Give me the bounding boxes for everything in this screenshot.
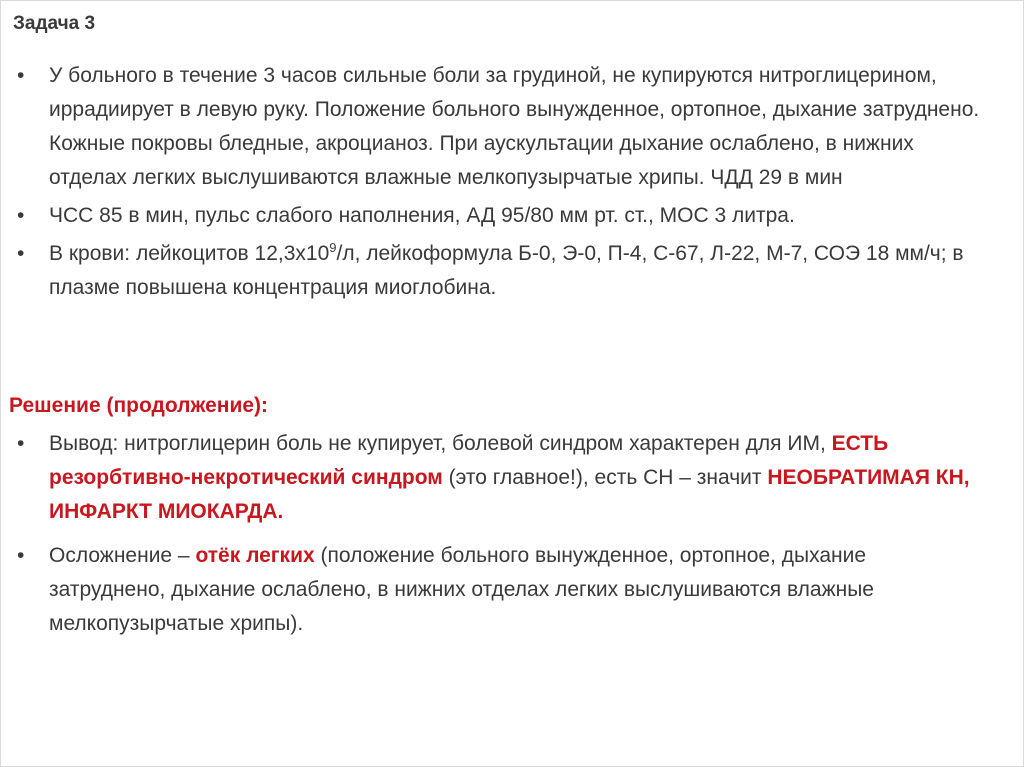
conclusion-emphasis-1: ЕСТЬ резорбтивно-некротический синдром bbox=[49, 432, 889, 489]
case-description-list bbox=[9, 59, 984, 309]
blood-test-exponent: 9 bbox=[329, 240, 337, 255]
bullet-icon: • bbox=[17, 432, 25, 455]
slide-title: Задача 3 bbox=[13, 13, 96, 34]
solution-heading: Решение (продолжение): bbox=[9, 394, 269, 417]
blood-test-suffix: /л, лейкоформула Б-0, Э-0, П-4, С-67, Л-22, М-7, СОЭ 18 мм/ч; в плазме повышена концентрация миоглобина. bbox=[49, 242, 964, 299]
bullet-icon: • bbox=[17, 242, 25, 265]
complication-text-2: (положение больного вынужденное, ортопное, дыхание затруднено, дыхание ослаблено, в нижних отделах легких выслушиваются влажные мелкопузырчатые хрипы). bbox=[49, 544, 874, 635]
list-item bbox=[9, 237, 984, 305]
list-item bbox=[9, 427, 984, 529]
list-item bbox=[9, 59, 984, 195]
case-vitals-text: ЧСС 85 в мин, пульс слабого наполнения, АД 95/80 мм рт. ст., МОС 3 литра. bbox=[49, 204, 795, 227]
bullet-icon: • bbox=[17, 204, 25, 227]
conclusion-text-2: (это главное!), есть СН – значит bbox=[442, 466, 768, 489]
blood-test-prefix: В крови: лейкоцитов 12,3х10 bbox=[49, 242, 330, 265]
solution-list bbox=[9, 427, 984, 651]
list-item bbox=[9, 199, 984, 233]
list-item bbox=[9, 539, 984, 641]
case-symptoms-text: У больного в течение 3 часов сильные боли за грудиной, не купируются нитроглицерином, иррадиирует в левую руку. Положение больного вынужденное, ортопное, дыхание затруднено. Кожные покровы бледные, акроцианоз. При аускультации дыхание ослаблено, в нижних отделах легких выслушиваются влажные мелкопузырчатые хрипы. ЧДД 29 в мин bbox=[49, 64, 980, 189]
conclusion-emphasis-2: НЕОБРАТИМАЯ КН, ИНФАРКТ МИОКАРДА. bbox=[49, 466, 970, 523]
bullet-icon: • bbox=[17, 64, 25, 87]
conclusion-text-1: Вывод: нитроглицерин боль не купирует, болевой синдром характерен для ИМ, bbox=[49, 432, 832, 455]
complication-text-1: Осложнение – bbox=[49, 544, 196, 567]
bullet-icon: • bbox=[17, 544, 25, 567]
complication-emphasis: отёк легких bbox=[195, 544, 315, 567]
